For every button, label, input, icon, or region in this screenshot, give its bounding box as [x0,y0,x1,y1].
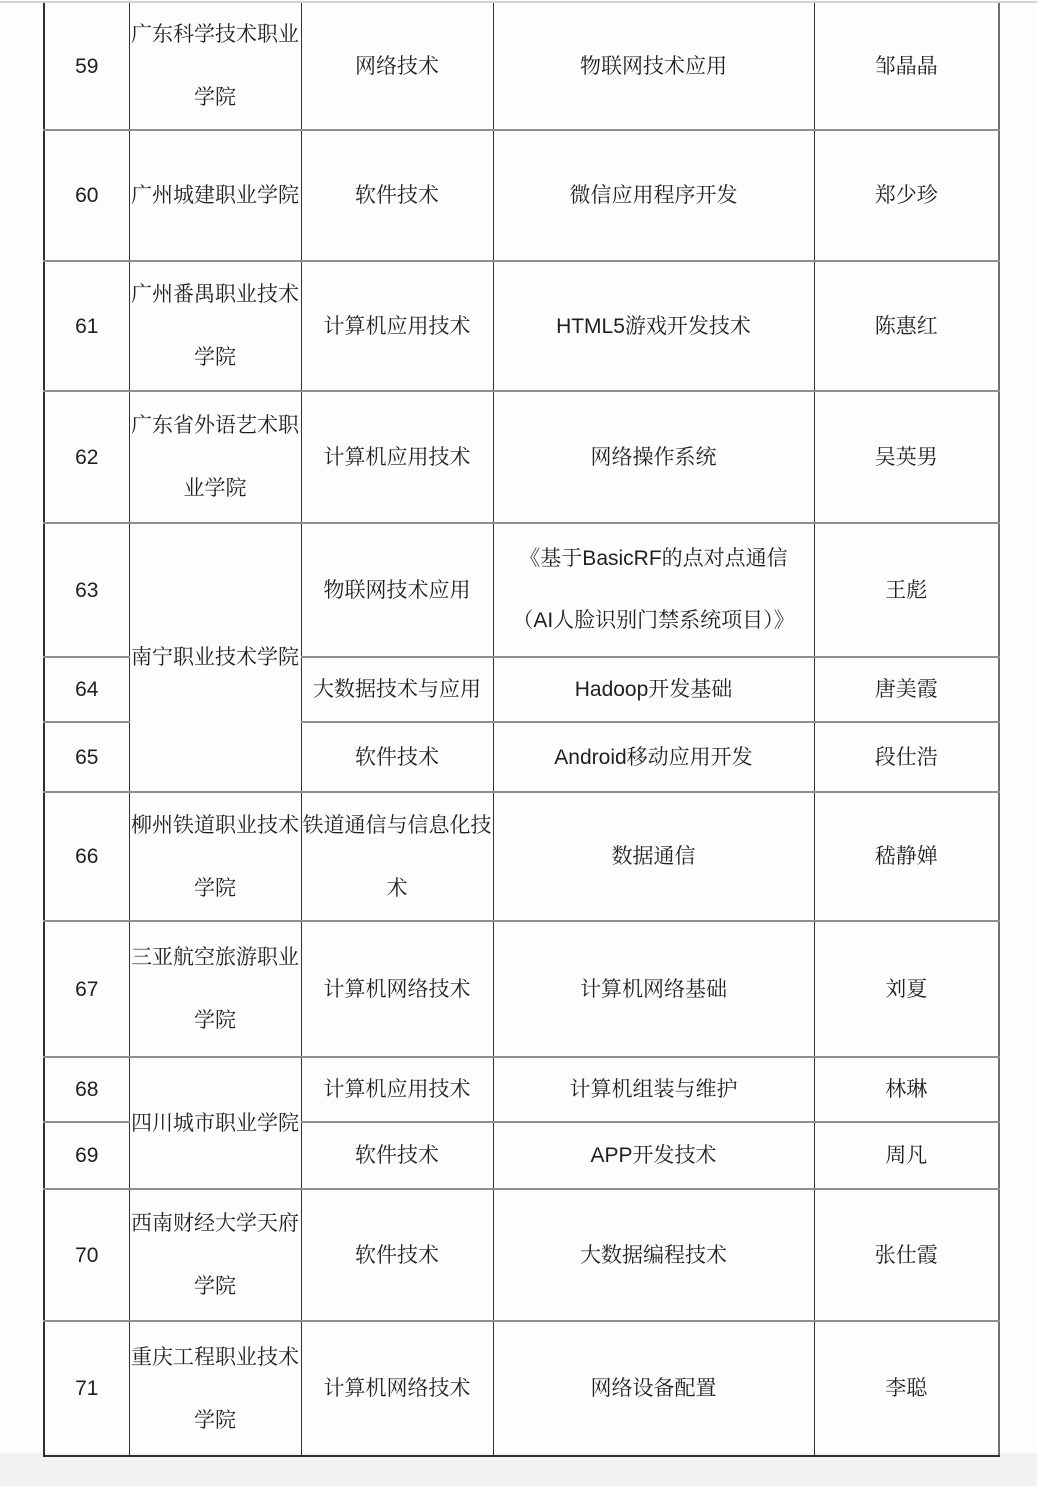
table-row [44,523,999,657]
cell-teacher: 王彪 [814,523,999,657]
cell-teacher: 张仕霞 [814,1189,999,1321]
cell-school [129,261,301,391]
cell-major: 软件技术 [301,1189,493,1321]
school-line: 重庆工程职业技术 [131,1345,299,1369]
table-row [44,1321,999,1456]
cell-course: Hadoop开发基础 [493,657,814,722]
major-line: 术 [386,876,408,900]
cell-school [129,3,301,130]
page-bottom-gutter [0,1453,1037,1486]
school-line: 业学院 [183,477,247,500]
school-line: 广东科学技术职业 [131,23,299,46]
school-line: 学院 [194,876,236,900]
cell-teacher: 嵇静婵 [814,792,999,921]
cell-teacher: 周凡 [814,1122,999,1189]
cell-teacher: 郑少珍 [814,130,999,261]
cell-course: 微信应用程序开发 [493,130,814,261]
cell-major: 软件技术 [301,130,493,261]
school-line: 学院 [194,1009,236,1032]
table-row [44,921,999,1057]
cell-teacher: 陈惠红 [814,261,999,391]
cell-course: 物联网技术应用 [493,3,814,130]
table-row [44,130,999,261]
cell-school [129,1189,301,1321]
table-row [44,261,999,391]
cell-major: 计算机网络技术 [301,921,493,1057]
table-row [44,1189,999,1321]
table-row [44,391,999,523]
table-row [44,1057,999,1122]
cell-teacher: 邹晶晶 [814,3,999,130]
cell-course: APP开发技术 [493,1122,814,1189]
cell-teacher: 吴英男 [814,391,999,523]
cell-no: 69 [44,1122,129,1189]
cell-course: 计算机网络基础 [493,921,814,1057]
table-row [44,792,999,921]
cell-no: 63 [44,523,129,657]
cell-course: Android移动应用开发 [493,722,814,792]
cell-major: 计算机应用技术 [301,1057,493,1122]
cell-school [129,792,301,921]
cell-no: 67 [44,921,129,1057]
cell-course: 网络操作系统 [493,391,814,523]
cell-school [129,921,301,1057]
cell-course: HTML5游戏开发技术 [493,261,814,391]
cell-teacher: 段仕浩 [814,722,999,792]
cell-major [301,792,493,921]
cell-school-merged: 南宁职业技术学院 [129,523,301,792]
cell-major: 大数据技术与应用 [301,657,493,722]
cell-no: 66 [44,792,129,921]
cell-teacher: 唐美霞 [814,657,999,722]
cell-no: 64 [44,657,129,722]
cell-major: 软件技术 [301,1122,493,1189]
course-list-table [43,3,1000,1457]
cell-no: 71 [44,1321,129,1456]
cell-major: 计算机网络技术 [301,1321,493,1456]
cell-course [493,523,814,657]
cell-major: 软件技术 [301,722,493,792]
school-line: 西南财经大学天府 [131,1212,299,1235]
school-line: 学院 [194,1408,236,1432]
cell-school [129,391,301,523]
cell-no: 59 [44,3,129,130]
cell-course: 计算机组装与维护 [493,1057,814,1122]
cell-major: 物联网技术应用 [301,523,493,657]
course-line: 《基于BasicRF的点对点通信 [519,547,788,570]
cell-no: 68 [44,1057,129,1122]
course-line: （AI人脸识别门禁系统项目）》 [512,609,795,632]
cell-school [129,1321,301,1456]
major-line: 铁道通信与信息化技 [302,813,492,837]
cell-no: 61 [44,261,129,391]
table-row [44,3,999,130]
school-line: 柳州铁道职业技术 [131,813,299,837]
cell-no: 62 [44,391,129,523]
cell-course: 大数据编程技术 [493,1189,814,1321]
school-line: 广州番禺职业技术 [131,283,299,306]
cell-no: 65 [44,722,129,792]
cell-teacher: 林琳 [814,1057,999,1122]
cell-major: 计算机应用技术 [301,391,493,523]
cell-teacher: 刘夏 [814,921,999,1057]
school-line: 学院 [194,86,236,109]
cell-course: 网络设备配置 [493,1321,814,1456]
school-line: 学院 [194,1275,236,1298]
cell-school: 广州城建职业学院 [129,130,301,261]
school-line: 学院 [194,346,236,369]
cell-major: 计算机应用技术 [301,261,493,391]
cell-major: 网络技术 [301,3,493,130]
school-line: 广东省外语艺术职 [131,414,299,437]
cell-school-merged: 四川城市职业学院 [129,1057,301,1189]
cell-no: 70 [44,1189,129,1321]
school-line: 三亚航空旅游职业 [131,946,299,969]
cell-teacher: 李聪 [814,1321,999,1456]
cell-no: 60 [44,130,129,261]
cell-course: 数据通信 [493,792,814,921]
